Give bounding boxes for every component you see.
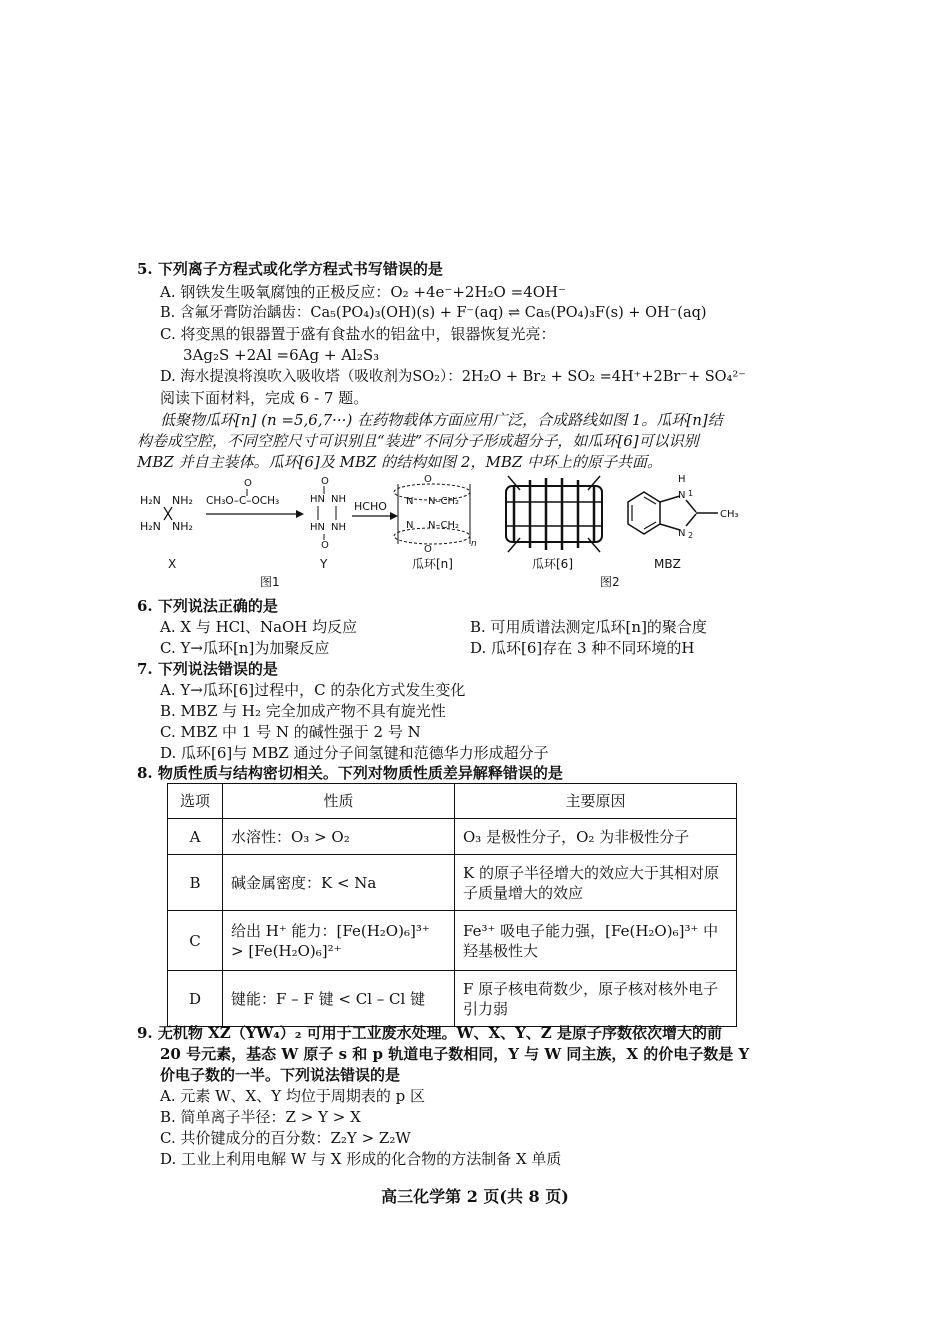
reagent-dimethyl-carbonate: CH₃O–C–OCH₃ bbox=[206, 495, 280, 507]
q8-table bbox=[167, 783, 737, 1027]
row-option: D bbox=[168, 971, 223, 1027]
svg-text:O: O bbox=[321, 476, 329, 487]
svg-text:n: n bbox=[471, 539, 477, 549]
row-property: 键能：F – F 键 < Cl – Cl 键 bbox=[223, 971, 455, 1027]
svg-text:HN: HN bbox=[310, 494, 325, 505]
q7-option-a: A. Y→瓜环[6]过程中，C 的杂化方式发生变化 bbox=[160, 681, 466, 699]
label-cucurbituril-n: 瓜环[n] bbox=[412, 557, 453, 571]
row-option: A bbox=[168, 819, 223, 855]
structure-cucurbituril-n bbox=[394, 474, 477, 555]
figure-1-caption: 图1 bbox=[260, 575, 280, 589]
row-property: 水溶性：O₃ > O₂ bbox=[223, 819, 455, 855]
reading-paragraph-line-2: 构卷成空腔，不同空腔尺寸可识别且“装进”不同分子形成超分子，如瓜环[6]可以识别 bbox=[137, 432, 699, 450]
q6-option-a: A. X 与 HCl、NaOH 均反应 bbox=[160, 618, 358, 636]
svg-text:O: O bbox=[321, 540, 329, 551]
header-option: 选项 bbox=[168, 784, 223, 819]
row-option: C bbox=[168, 911, 223, 971]
table-row bbox=[168, 971, 737, 1027]
q6-option-d: D. 瓜环[6]存在 3 种不同环境的H bbox=[470, 639, 695, 657]
q8-table-header bbox=[168, 784, 737, 819]
svg-text:N–CH₂: N–CH₂ bbox=[428, 520, 459, 531]
row-option: B bbox=[168, 855, 223, 911]
label-y: Y bbox=[320, 557, 328, 571]
q9-stem-line-1: 9. 无机物 XZ（YW₄）₂ 可用于工业废水处理。W、X、Y、Z 是原子序数依次增大的前 bbox=[137, 1024, 722, 1042]
reagent-formaldehyde: HCHO bbox=[354, 500, 387, 513]
reading-paragraph-line-3: MBZ 并自主装体。瓜环[6]及 MBZ 的结构如图 2，MBZ 中环上的原子共面。 bbox=[137, 453, 663, 471]
q5-stem: 5. 下列离子方程式或化学方程式书写错误的是 bbox=[137, 260, 443, 278]
header-property: 性质 bbox=[223, 784, 455, 819]
svg-text:N: N bbox=[406, 520, 414, 531]
svg-text:N–CH₂: N–CH₂ bbox=[428, 496, 459, 507]
svg-text:N: N bbox=[406, 496, 414, 507]
svg-text:NH₂: NH₂ bbox=[172, 494, 193, 507]
svg-text:2: 2 bbox=[688, 531, 694, 540]
svg-text:O: O bbox=[424, 544, 432, 555]
synthesis-figure bbox=[128, 472, 768, 592]
svg-text:NH: NH bbox=[331, 522, 346, 533]
q9-option-b: B. 简单离子半径：Z > Y > X bbox=[160, 1108, 361, 1126]
table-row bbox=[168, 855, 737, 911]
page-footer: 高三化学第 2 页(共 8 页) bbox=[381, 1187, 569, 1206]
row-reason: Fe³⁺ 吸电子能力强，[Fe(H₂O)₆]³⁺ 中羟基极性大 bbox=[455, 911, 737, 971]
svg-text:1: 1 bbox=[688, 489, 694, 498]
q5-option-c: C. 将变黑的银器置于盛有食盐水的铝盆中，银器恢复光亮： bbox=[160, 325, 556, 343]
svg-text:H₂N: H₂N bbox=[140, 520, 161, 533]
row-reason: K 的原子半径增大的效应大于其相对原子质量增大的效应 bbox=[455, 855, 737, 911]
svg-text:NH: NH bbox=[331, 494, 346, 505]
reaction-arrow-2 bbox=[352, 500, 398, 520]
q6-option-c: C. Y→瓜环[n]为加聚反应 bbox=[160, 639, 330, 657]
svg-text:H₂N: H₂N bbox=[140, 494, 161, 507]
svg-text:O: O bbox=[244, 478, 252, 489]
q6-stem: 6. 下列说法正确的是 bbox=[137, 597, 278, 615]
label-cucurbituril-6: 瓜环[6] bbox=[532, 557, 573, 571]
q9-option-a: A. 元素 W、X、Y 均位于周期表的 p 区 bbox=[160, 1087, 426, 1105]
q9-stem-line-2: 20 号元素，基态 W 原子 s 和 p 轨道电子数相同，Y 与 W 同主族，X 的价电子数是 Y bbox=[160, 1045, 750, 1063]
q8-stem: 8. 物质性质与结构密切相关。下列对物质性质差异解释错误的是 bbox=[137, 764, 563, 782]
row-property: 碱金属密度：K < Na bbox=[223, 855, 455, 911]
table-row bbox=[168, 819, 737, 855]
q7-stem: 7. 下列说法错误的是 bbox=[137, 660, 278, 678]
svg-text:O: O bbox=[424, 474, 432, 485]
header-reason: 主要原因 bbox=[455, 784, 737, 819]
q5-option-a: A. 钢铁发生吸氧腐蚀的正极反应：O₂ +4e⁻+2H₂O =4OH⁻ bbox=[160, 283, 567, 301]
row-property: 给出 H⁺ 能力：[Fe(H₂O)₆]³⁺ > [Fe(H₂O)₆]²⁺ bbox=[223, 911, 455, 971]
svg-text:N: N bbox=[678, 528, 686, 539]
q5-option-b: B. 含氟牙膏防治龋齿：Ca₅(PO₄)₃(OH)(s) + F⁻(aq) ⇌ Ca₅(PO₄)₃F(s) + OH⁻(aq) bbox=[160, 305, 707, 321]
q7-option-c: C. MBZ 中 1 号 N 的碱性强于 2 号 N bbox=[160, 723, 421, 741]
q7-option-b: B. MBZ 与 H₂ 完全加成产物不具有旋光性 bbox=[160, 702, 446, 720]
row-reason: O₃ 是极性分子，O₂ 为非极性分子 bbox=[455, 819, 737, 855]
q6-option-b: B. 可用质谱法测定瓜环[n]的聚合度 bbox=[470, 618, 707, 636]
svg-text:HN: HN bbox=[310, 522, 325, 533]
q9-option-c: C. 共价键成分的百分数：Z₂Y > Z₂W bbox=[160, 1129, 411, 1147]
reaction-arrow-1 bbox=[206, 478, 304, 518]
q9-stem-line-3: 价电子数的一半。下列说法错误的是 bbox=[160, 1066, 401, 1084]
reading-intro: 阅读下面材料，完成 6 - 7 题。 bbox=[160, 389, 369, 407]
q7-option-d: D. 瓜环[6]与 MBZ 通过分子间氢键和范德华力形成超分子 bbox=[160, 744, 549, 762]
structure-cucurbituril-6 bbox=[506, 476, 602, 552]
svg-text:H: H bbox=[678, 474, 686, 485]
structure-x bbox=[140, 494, 193, 533]
q9-option-d: D. 工业上利用电解 W 与 X 形成的化合物的方法制备 X 单质 bbox=[160, 1150, 562, 1168]
svg-text:N: N bbox=[678, 490, 686, 501]
q5-option-c-equation: 3Ag₂S +2Al =6Ag + Al₂S₃ bbox=[183, 346, 380, 364]
row-reason: F 原子核电荷数少，原子核对核外电子引力弱 bbox=[455, 971, 737, 1027]
figure-2-caption: 图2 bbox=[600, 575, 620, 589]
table-row bbox=[168, 911, 737, 971]
reading-paragraph-line-1: 低聚物瓜环[n] (n =5,6,7···) 在药物载体方面应用广泛，合成路线如图 1。瓜环[n]结 bbox=[160, 411, 723, 429]
structure-y bbox=[310, 476, 346, 551]
svg-text:NH₂: NH₂ bbox=[172, 520, 193, 533]
label-x: X bbox=[168, 557, 177, 571]
label-mbz: MBZ bbox=[654, 557, 681, 571]
structure-mbz bbox=[628, 474, 739, 540]
svg-text:CH₃: CH₃ bbox=[720, 509, 739, 520]
q5-option-d: D. 海水提溴将溴吹入吸收塔（吸收剂为SO₂）：2H₂O + Br₂ + SO₂ =4H⁺+2Br⁻+ SO₄²⁻ bbox=[160, 369, 746, 385]
